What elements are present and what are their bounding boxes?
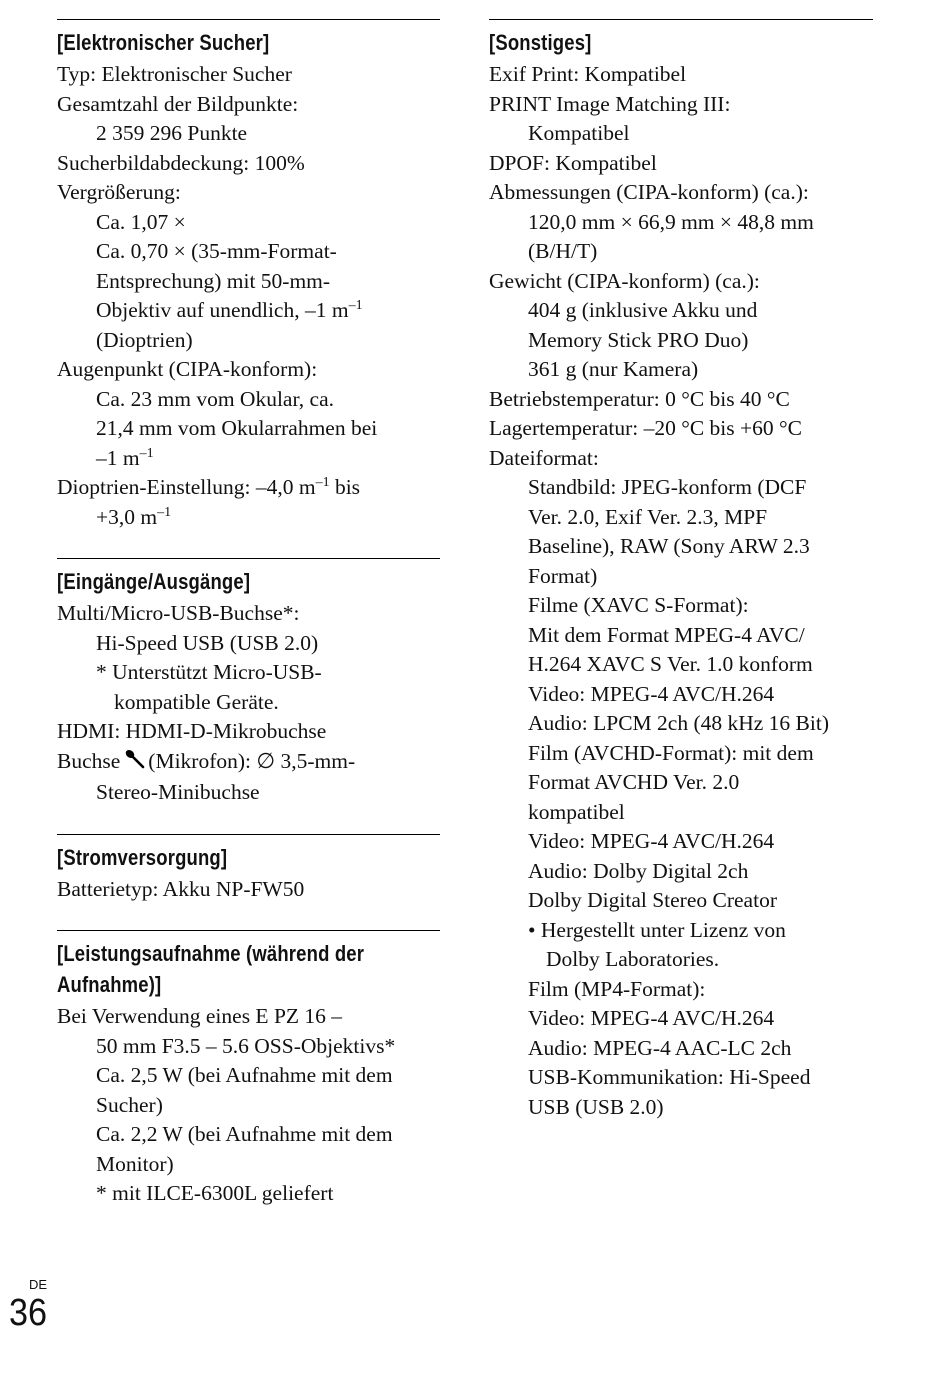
spec-text: Typ: Elektronischer Sucher <box>57 62 292 86</box>
spec-line <box>57 717 440 747</box>
spec-text: * Unterstützt Micro-USB- <box>96 660 322 684</box>
spec-text: Lagertemperatur: –20 °C bis +60 °C <box>489 416 802 440</box>
spec-text: Batterietyp: Akku NP-FW50 <box>57 876 305 901</box>
spec-line <box>489 385 873 415</box>
spec-text: Stereo-Minibuchse <box>96 780 260 804</box>
section-heading-line: [Stromversorgung] <box>57 844 228 870</box>
spec-line <box>57 1179 440 1209</box>
spec-line <box>57 355 440 385</box>
spec-text: Multi/Micro-USB-Buchse*: <box>57 601 300 625</box>
spec-line <box>489 709 873 739</box>
spec-text: Dioptrien-Einstellung: –4,0 m <box>57 475 316 499</box>
spec-line <box>57 90 440 120</box>
spec-line <box>489 208 873 238</box>
spec-text: * mit ILCE-6300L geliefert <box>96 1181 334 1205</box>
spec-line <box>489 267 873 297</box>
spec-text: Mit dem Format MPEG-4 AVC/ <box>528 622 805 647</box>
spec-text: Dolby Digital Stereo Creator <box>528 888 777 912</box>
spec-text: USB-Kommunikation: Hi-Speed <box>528 1065 811 1089</box>
spec-text: (Dioptrien) <box>96 327 193 352</box>
spec-text: Betriebstemperatur: 0 °C bis 40 °C <box>489 386 790 411</box>
spec-text: Video: MPEG-4 AVC/H.264 <box>528 681 775 706</box>
spec-text: kompatible Geräte. <box>114 689 279 714</box>
superscript: –1 <box>157 504 172 520</box>
spec-line <box>57 778 440 808</box>
left-column <box>57 19 440 1235</box>
spec-line <box>57 629 440 659</box>
spec-line <box>489 945 873 975</box>
spec-line <box>489 503 873 533</box>
spec-text: Video: MPEG-4 AVC/H.264 <box>528 829 775 853</box>
spec-text: Video: MPEG-4 AVC/H.264 <box>528 1006 775 1030</box>
section-heading <box>489 27 873 58</box>
spec-line <box>489 650 873 680</box>
spec-text: DPOF: Kompatibel <box>489 150 657 175</box>
spec-line <box>489 355 873 385</box>
spec-line <box>489 768 873 798</box>
spec-line <box>489 975 873 1005</box>
spec-text: 404 g (inklusive Akku und <box>528 298 758 322</box>
spec-text: PRINT Image Matching III: <box>489 91 731 116</box>
spec-line <box>489 178 873 208</box>
section-eing-nge-ausg-nge <box>57 558 440 808</box>
spec-text: USB (USB 2.0) <box>528 1094 664 1119</box>
spec-line <box>489 827 873 857</box>
spec-text: +3,0 m <box>96 504 158 529</box>
section-heading-line: [Sonstiges] <box>489 30 592 55</box>
section-heading <box>57 27 440 58</box>
spec-text: Ca. 2,5 W (bei Aufnahme mit dem <box>96 1063 393 1087</box>
spec-text: Film (MP4-Format): <box>528 976 706 1001</box>
spec-text: 50 mm F3.5 – 5.6 OSS-Objektivs* <box>96 1033 396 1058</box>
spec-text: Ca. 2,2 W (bei Aufnahme mit dem <box>96 1122 393 1146</box>
spec-line <box>57 688 440 718</box>
language-label: DE <box>29 1277 48 1292</box>
spec-line <box>489 621 873 651</box>
section-heading <box>57 842 440 873</box>
spec-text: Entsprechung) mit 50-mm- <box>96 268 331 293</box>
section-elektronischer-sucher <box>57 19 440 532</box>
spec-text: H.264 XAVC S Ver. 1.0 konform <box>528 652 813 676</box>
spec-line <box>57 658 440 688</box>
spec-text: Dolby Laboratories. <box>546 947 720 971</box>
spec-text: Gesamtzahl der Bildpunkte: <box>57 91 299 116</box>
spec-line <box>489 1034 873 1064</box>
section-heading-line: [Eingänge/Ausgänge] <box>57 569 251 594</box>
superscript: –1 <box>139 445 154 461</box>
spec-text-continued: (Mikrofon): ∅ 3,5-mm- <box>148 748 356 773</box>
spec-text: Audio: Dolby Digital 2ch <box>528 858 749 883</box>
spec-text: Standbild: JPEG-konform (DCF <box>528 475 807 499</box>
spec-line <box>489 562 873 592</box>
spec-line <box>489 532 873 562</box>
spec-text: Ca. 1,07 × <box>96 209 186 234</box>
spec-line <box>489 90 873 120</box>
spec-text: (B/H/T) <box>528 239 598 263</box>
spec-line <box>489 326 873 356</box>
spec-text: Buchse <box>57 748 121 773</box>
spec-line <box>57 503 440 533</box>
spec-text: Ca. 0,70 × (35-mm-Format- <box>96 239 337 263</box>
spec-line <box>57 296 440 326</box>
spec-line <box>57 237 440 267</box>
spec-text: Format AVCHD Ver. 2.0 <box>528 770 740 794</box>
spec-line <box>57 1120 440 1150</box>
spec-text: Audio: MPEG-4 AAC-LC 2ch <box>528 1035 792 1060</box>
spec-text: Monitor) <box>96 1151 174 1176</box>
spec-line <box>489 1093 873 1123</box>
spec-line <box>57 326 440 356</box>
superscript: –1 <box>348 297 363 313</box>
superscript: –1 <box>315 474 330 490</box>
spec-line <box>57 875 440 905</box>
section-heading <box>57 566 440 597</box>
section-stromversorgung <box>57 834 440 905</box>
spec-line <box>57 1150 440 1180</box>
microphone-icon <box>124 748 146 779</box>
section-heading-line: [Elektronischer Sucher] <box>57 30 270 55</box>
spec-text: Kompatibel <box>528 121 630 145</box>
spec-text: Film (AVCHD-Format): mit dem <box>528 740 814 765</box>
spec-text-continued: bis <box>329 475 361 499</box>
spec-line <box>489 739 873 769</box>
spec-text: Bei Verwendung eines E PZ 16 – <box>57 1004 343 1028</box>
spec-line <box>57 599 440 629</box>
spec-text: Audio: LPCM 2ch (48 kHz 16 Bit) <box>528 711 829 735</box>
spec-line <box>57 119 440 149</box>
spec-text: Hi-Speed USB (USB 2.0) <box>96 630 319 655</box>
section-heading-line: [Leistungsaufnahme (während der <box>57 941 365 966</box>
section-heading <box>57 938 440 1000</box>
spec-line <box>57 178 440 208</box>
spec-line <box>57 1032 440 1062</box>
spec-line <box>489 1063 873 1093</box>
spec-text: HDMI: HDMI-D-Mikrobuchse <box>57 719 327 743</box>
spec-line <box>57 444 440 474</box>
spec-text: kompatibel <box>528 799 625 824</box>
section-leistungsaufnahme-w-hrend-der-aufnahme <box>57 930 440 1209</box>
spec-line <box>57 267 440 297</box>
spec-line <box>57 1061 440 1091</box>
section-heading-line: Aufnahme)] <box>57 972 162 997</box>
spec-line <box>57 473 440 503</box>
spec-line <box>57 1091 440 1121</box>
spec-line <box>489 886 873 916</box>
spec-line <box>489 414 873 444</box>
spec-line <box>489 296 873 326</box>
spec-text: Augenpunkt (CIPA-konform): <box>57 357 318 381</box>
spec-text: Ca. 23 mm vom Okular, ca. <box>96 386 334 411</box>
spec-line <box>57 414 440 444</box>
spec-line <box>489 916 873 946</box>
spec-text: Gewicht (CIPA-konform) (ca.): <box>489 268 760 293</box>
spec-line <box>57 208 440 238</box>
spec-text: Sucher) <box>96 1092 163 1117</box>
spec-text: Format) <box>528 563 598 588</box>
spec-text: –1 m <box>96 445 140 470</box>
spec-line <box>489 119 873 149</box>
spec-line <box>57 747 440 779</box>
spec-line <box>489 444 873 474</box>
spec-text: Sucherbildabdeckung: 100% <box>57 150 305 175</box>
spec-text: Memory Stick PRO Duo) <box>528 327 749 352</box>
spec-text: Filme (XAVC S-Format): <box>528 593 749 617</box>
spec-text: 361 g (nur Kamera) <box>528 357 699 381</box>
right-column <box>489 19 873 1148</box>
spec-line <box>489 237 873 267</box>
spec-text: 2 359 296 Punkte <box>96 121 248 145</box>
section-sonstiges <box>489 19 873 1122</box>
spec-line <box>57 60 440 90</box>
spec-text: Ver. 2.0, Exif Ver. 2.3, MPF <box>528 504 768 529</box>
spec-text: Abmessungen (CIPA-konform) (ca.): <box>489 180 809 204</box>
spec-text: • Hergestellt unter Lizenz von <box>528 917 786 942</box>
spec-line <box>489 149 873 179</box>
spec-line <box>489 591 873 621</box>
spec-line <box>57 1002 440 1032</box>
spec-line <box>489 798 873 828</box>
spec-line <box>489 680 873 710</box>
spec-text: Vergrößerung: <box>57 180 181 204</box>
spec-text: Dateiformat: <box>489 445 599 470</box>
spec-text: Objektiv auf unendlich, –1 m <box>96 298 349 322</box>
spec-text: Baseline), RAW (Sony ARW 2.3 <box>528 534 810 558</box>
page-number: 36 <box>9 1292 48 1334</box>
spec-line <box>57 385 440 415</box>
spec-line <box>489 1004 873 1034</box>
spec-text: 120,0 mm × 66,9 mm × 48,8 mm <box>528 209 814 234</box>
spec-text: Exif Print: Kompatibel <box>489 62 687 86</box>
spec-text: 21,4 mm vom Okularrahmen bei <box>96 416 378 440</box>
spec-line <box>489 857 873 887</box>
spec-line <box>489 473 873 503</box>
spec-line <box>489 60 873 90</box>
spec-line <box>57 149 440 179</box>
